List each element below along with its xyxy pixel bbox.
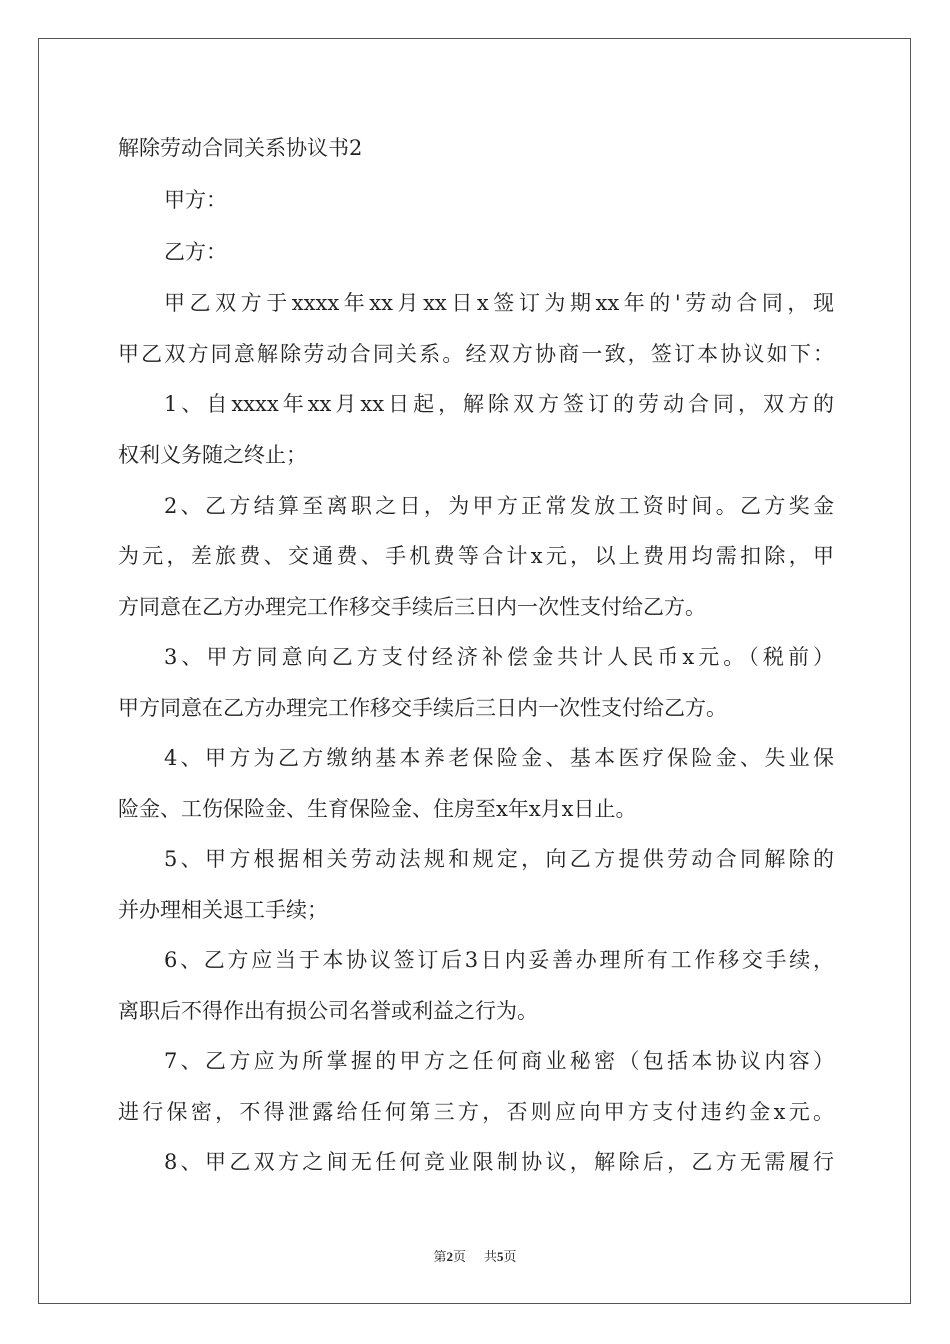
total-suffix: 页: [503, 1249, 517, 1264]
paragraph-line: 2、乙方结算至离职之日，为甲方正常发放工资时间。乙方奖金: [164, 494, 834, 518]
paragraph-line: 甲方同意在乙方办理完工作移交手续后三日内一次性支付给乙方。: [118, 696, 727, 720]
paragraph-line: 4、甲方为乙方缴纳基本养老保险金、基本医疗保险金、失业保: [164, 746, 834, 770]
paragraph-line: 方同意在乙方办理完工作移交手续后三日内一次性支付给乙方。: [118, 595, 706, 619]
paragraph-line: 甲乙双方于xxxx年xx月xx日x签订为期xx年的'劳动合同，现: [164, 291, 834, 315]
paragraph-line: 6、乙方应当于本协议签订后3日内妥善办理所有工作移交手续，: [164, 948, 834, 972]
paragraph-line: 并办理相关退工手续；: [118, 898, 328, 922]
document-title: 解除劳动合同关系协议书2: [118, 136, 363, 160]
paragraph-line: 甲乙双方同意解除劳动合同关系。经双方协商一致，签订本协议如下：: [118, 342, 834, 366]
paragraph-line: 8、甲乙双方之间无任何竞业限制协议，解除后，乙方无需履行: [164, 1150, 834, 1174]
page-suffix: 页: [452, 1249, 466, 1264]
paragraph-line: 险金、工伤保险金、生育保险金、住房至x年x月x日止。: [118, 797, 637, 821]
paragraph-line: 7、乙方应为所掌握的甲方之任何商业秘密（包括本协议内容）: [164, 1049, 834, 1073]
party-a-label: 甲方：: [164, 188, 227, 212]
paragraph-line: 3、甲方同意向乙方支付经济补偿金共计人民币x元。（税前）: [164, 645, 834, 669]
total-pages: 5: [497, 1249, 504, 1264]
page-footer: [0, 1246, 950, 1265]
paragraph-line: 进行保密，不得泄露给任何第三方，否则应向甲方支付违约金x元。: [118, 1100, 834, 1124]
party-b-label: 乙方：: [164, 240, 227, 264]
page-number: 2: [446, 1249, 453, 1264]
paragraph-line: 离职后不得作出有损公司名誉或利益之行为。: [118, 999, 538, 1023]
total-prefix: 共: [484, 1249, 498, 1264]
paragraph-line: 为元，差旅费、交通费、手机费等合计x元，以上费用均需扣除，甲: [118, 544, 834, 568]
paragraph-line: 权利义务随之终止；: [118, 443, 307, 467]
page-prefix: 第: [433, 1249, 447, 1264]
paragraph-line: 5、甲方根据相关劳动法规和规定，向乙方提供劳动合同解除的: [164, 847, 834, 871]
paragraph-line: 1、自xxxx年xx月xx日起，解除双方签订的劳动合同，双方的: [164, 392, 834, 416]
